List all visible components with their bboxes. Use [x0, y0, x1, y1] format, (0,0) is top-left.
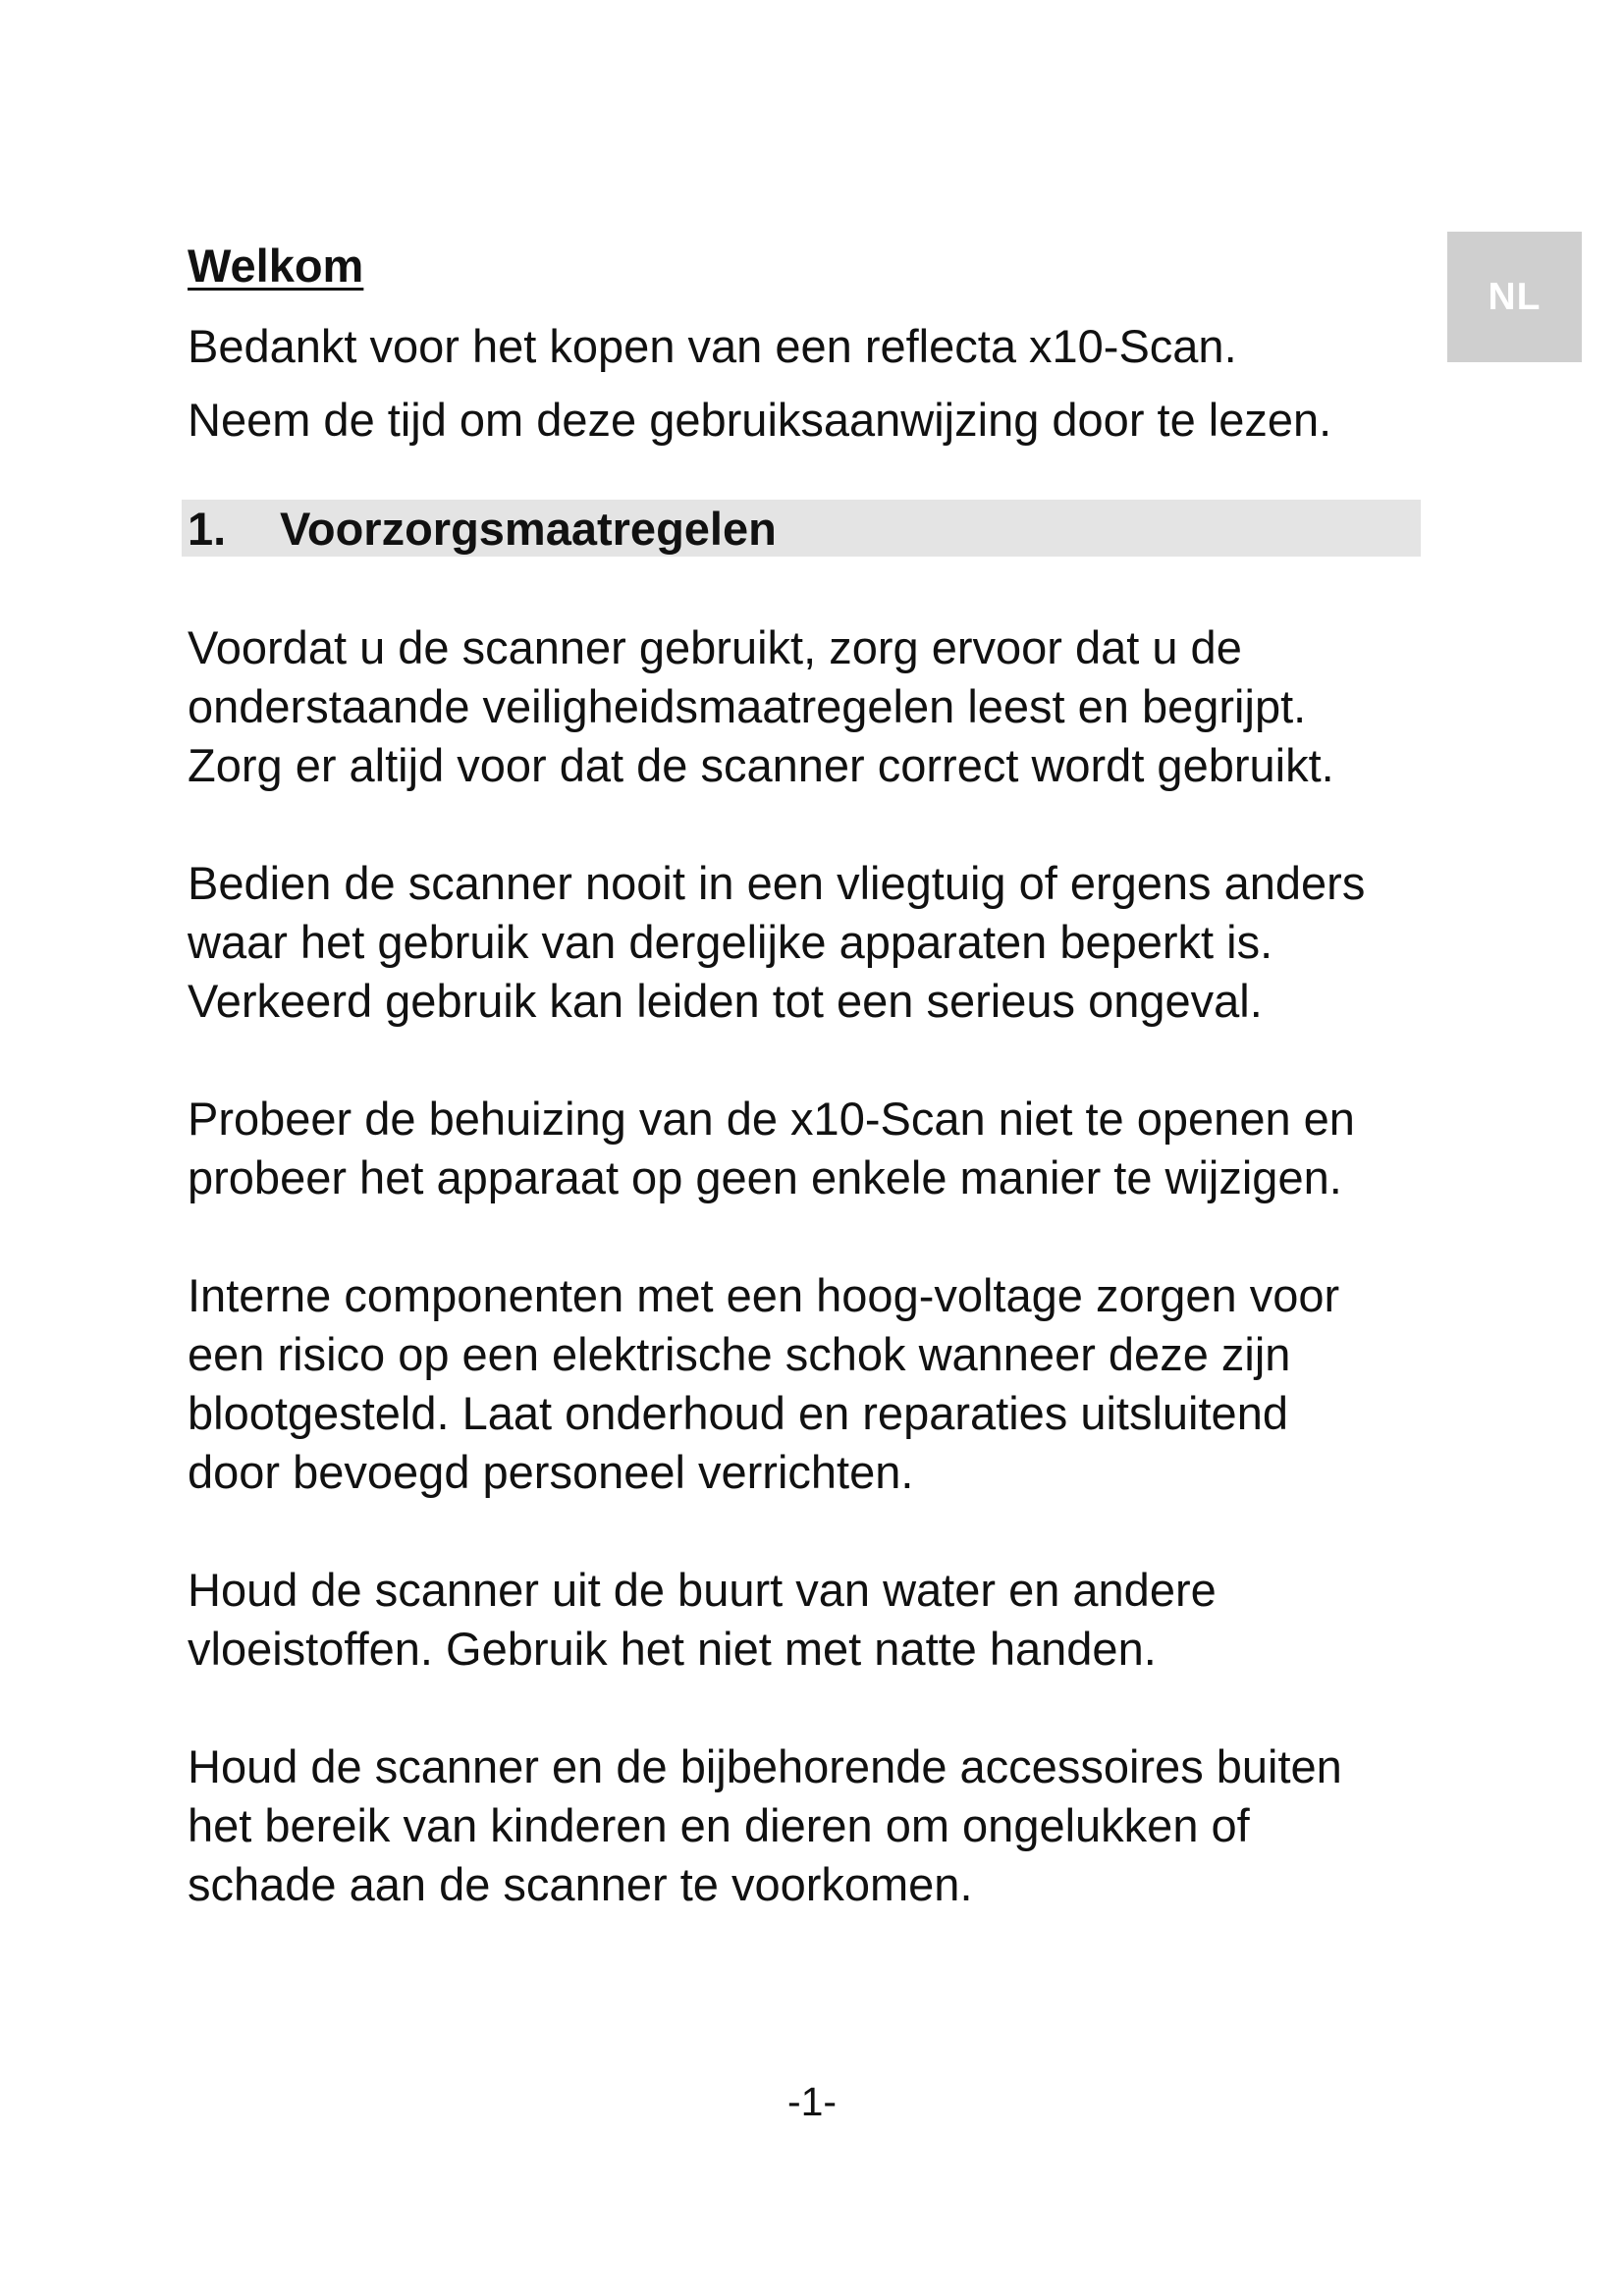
paragraph-line: onderstaande veiligheidsmaatregelen leest en begrijpt.	[188, 680, 1307, 732]
paragraph-line: Houd de scanner en de bijbehorende accessoires buiten	[188, 1740, 1342, 1792]
paragraph-line: het bereik van kinderen en dieren om ongelukken of	[188, 1799, 1250, 1851]
paragraph-line: een risico op een elektrische schok wanneer deze zijn	[188, 1328, 1291, 1380]
paragraph-water	[188, 1561, 1464, 1679]
language-tab: NL	[1447, 232, 1582, 362]
paragraph-airplane	[188, 854, 1464, 1031]
welcome-heading: Welkom	[188, 240, 364, 292]
paragraph-line: Bedien de scanner nooit in een vliegtuig of ergens anders	[188, 857, 1366, 909]
intro-line: Neem de tijd om deze gebruiksaanwijzing door te lezen.	[188, 394, 1332, 446]
paragraph-line: door bevoegd personeel verrichten.	[188, 1446, 914, 1498]
section-title: Voorzorgsmaatregelen	[280, 502, 777, 555]
intro-line: Bedankt voor het kopen van een reflecta x10-Scan.	[188, 320, 1237, 372]
paragraph-line: Probeer de behuizing van de x10-Scan niet te openen en	[188, 1093, 1355, 1145]
page-number: -1-	[786, 2079, 838, 2124]
paragraph-line: Houd de scanner uit de buurt van water en andere	[188, 1564, 1217, 1616]
paragraph-high-voltage	[188, 1266, 1464, 1502]
paragraph-line: vloeistoffen. Gebruik het niet met natte handen.	[188, 1623, 1157, 1675]
paragraph-line: waar het gebruik van dergelijke apparaten beperkt is.	[188, 916, 1273, 968]
section-number: 1.	[188, 502, 227, 555]
paragraph-housing	[188, 1090, 1464, 1207]
paragraph-line: Interne componenten met een hoog-voltage zorgen voor	[188, 1269, 1340, 1321]
welcome-intro	[188, 309, 1331, 456]
paragraph-line: Verkeerd gebruik kan leiden tot een serieus ongeval.	[188, 975, 1263, 1027]
paragraph-usage	[188, 618, 1464, 795]
paragraph-line: schade aan de scanner te voorkomen.	[188, 1858, 973, 1910]
paragraph-line: probeer het apparaat op geen enkele manier te wijzigen.	[188, 1151, 1342, 1203]
paragraph-line: Voordat u de scanner gebruikt, zorg ervoor dat u de	[188, 621, 1242, 673]
paragraph-line: Zorg er altijd voor dat de scanner correct wordt gebruikt.	[188, 739, 1334, 791]
paragraph-line: blootgesteld. Laat onderhoud en reparaties uitsluitend	[188, 1387, 1288, 1439]
paragraph-children	[188, 1737, 1464, 1914]
section-content	[188, 618, 1464, 1973]
section-heading-bar	[182, 500, 1421, 557]
